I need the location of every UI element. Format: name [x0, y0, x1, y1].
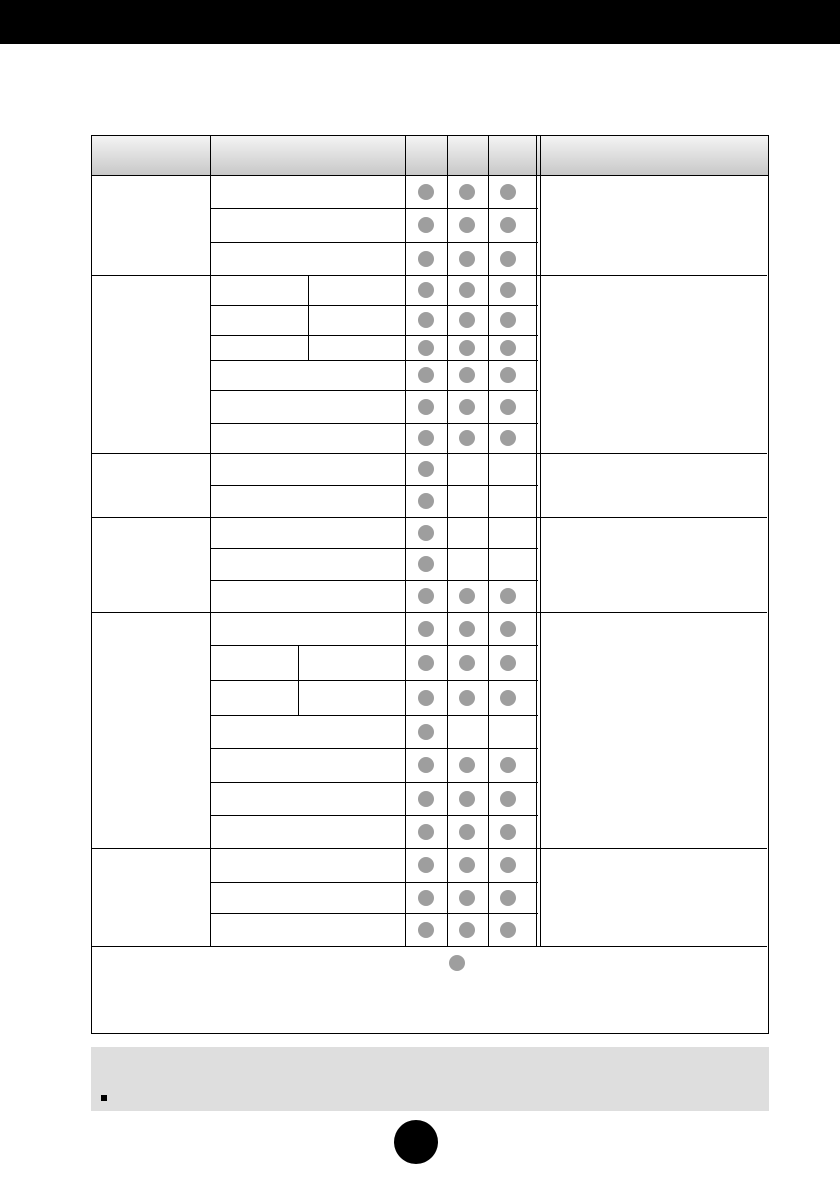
- table-dot-icon: [418, 757, 434, 773]
- note-bullet-icon: [101, 1095, 107, 1101]
- table-dot-icon: [459, 690, 475, 706]
- grid-vline: [488, 136, 489, 946]
- grid-hline: [92, 612, 767, 613]
- table-dot-icon: [459, 217, 475, 233]
- table-dot-icon: [418, 217, 434, 233]
- grid-hline: [210, 242, 538, 243]
- table-dot-icon: [459, 824, 475, 840]
- grid-hline: [210, 815, 538, 816]
- table-dot-icon: [418, 340, 434, 356]
- grid-vline: [308, 275, 309, 360]
- table-dot-icon: [459, 791, 475, 807]
- grid-hline: [92, 517, 767, 518]
- grid-hline: [210, 715, 538, 716]
- table-dot-icon: [500, 621, 516, 637]
- table-dot-icon: [500, 399, 516, 415]
- table-dot-icon: [459, 340, 475, 356]
- table-dot-icon: [459, 430, 475, 446]
- table-dot-icon: [500, 367, 516, 383]
- page-number-badge: [394, 1120, 438, 1164]
- grid-vline: [298, 645, 299, 715]
- grid-hline: [210, 335, 538, 336]
- table-header-row: [92, 136, 768, 176]
- table-dot-icon: [418, 367, 434, 383]
- grid-hline: [92, 275, 767, 276]
- table-dot-icon: [500, 217, 516, 233]
- table-dot-icon: [500, 312, 516, 328]
- grid-vline: [536, 136, 541, 946]
- table-dot-icon: [418, 184, 434, 200]
- table-dot-icon: [418, 655, 434, 671]
- table-dot-icon: [418, 724, 434, 740]
- table-dot-icon: [418, 621, 434, 637]
- table-dot-icon: [500, 757, 516, 773]
- table-dot-icon: [500, 857, 516, 873]
- table-dot-icon: [418, 857, 434, 873]
- table-dot-icon: [459, 757, 475, 773]
- grid-hline: [210, 548, 538, 549]
- note-box: [91, 1047, 769, 1111]
- table-dot-icon: [418, 399, 434, 415]
- table-dot-icon: [459, 251, 475, 267]
- table-dot-icon: [500, 824, 516, 840]
- table-dot-icon: [418, 556, 434, 572]
- grid-hline: [210, 485, 538, 486]
- table-dot-icon: [459, 588, 475, 604]
- table-dot-icon: [418, 890, 434, 906]
- grid-hline: [210, 882, 538, 883]
- grid-hline: [210, 360, 538, 361]
- grid-vline: [405, 136, 406, 946]
- table-dot-icon: [459, 184, 475, 200]
- grid-hline: [210, 390, 538, 391]
- table-dot-icon: [500, 251, 516, 267]
- grid-hline: [210, 305, 538, 306]
- table-dot-icon: [418, 791, 434, 807]
- grid-hline: [210, 580, 538, 581]
- table-dot-icon: [500, 922, 516, 938]
- table-dot-icon: [500, 282, 516, 298]
- grid-hline: [210, 208, 538, 209]
- table-dot-icon: [418, 588, 434, 604]
- legend-dot-icon: [449, 955, 465, 971]
- table-dot-icon: [500, 791, 516, 807]
- grid-hline: [210, 913, 538, 914]
- table-dot-icon: [459, 857, 475, 873]
- grid-hline: [210, 782, 538, 783]
- grid-hline: [210, 748, 538, 749]
- grid-hline: [92, 946, 767, 947]
- table-dot-icon: [418, 461, 434, 477]
- table-dot-icon: [500, 588, 516, 604]
- table-dot-icon: [500, 890, 516, 906]
- table-dot-icon: [418, 922, 434, 938]
- table-dot-icon: [418, 493, 434, 509]
- table-dot-icon: [418, 525, 434, 541]
- table-dot-icon: [500, 430, 516, 446]
- table-dot-icon: [459, 399, 475, 415]
- table-dot-icon: [418, 282, 434, 298]
- table-dot-icon: [459, 312, 475, 328]
- table-dot-icon: [459, 890, 475, 906]
- table-dot-icon: [418, 251, 434, 267]
- table-dot-icon: [418, 824, 434, 840]
- table-dot-icon: [418, 690, 434, 706]
- table-dot-icon: [500, 655, 516, 671]
- grid-vline: [447, 136, 448, 946]
- table-dot-icon: [459, 282, 475, 298]
- table-dot-icon: [459, 655, 475, 671]
- table-dot-icon: [418, 312, 434, 328]
- grid-hline: [210, 645, 538, 646]
- grid-hline: [210, 423, 538, 424]
- table-dot-icon: [459, 922, 475, 938]
- grid-hline: [210, 680, 538, 681]
- grid-vline: [210, 136, 211, 946]
- table-dot-icon: [500, 340, 516, 356]
- grid-hline: [92, 848, 767, 849]
- table-dot-icon: [500, 690, 516, 706]
- table-dot-icon: [418, 430, 434, 446]
- table-dot-icon: [500, 184, 516, 200]
- table-dot-icon: [459, 621, 475, 637]
- table-dot-icon: [459, 367, 475, 383]
- grid-hline: [92, 453, 767, 454]
- top-title-bar: [0, 0, 840, 44]
